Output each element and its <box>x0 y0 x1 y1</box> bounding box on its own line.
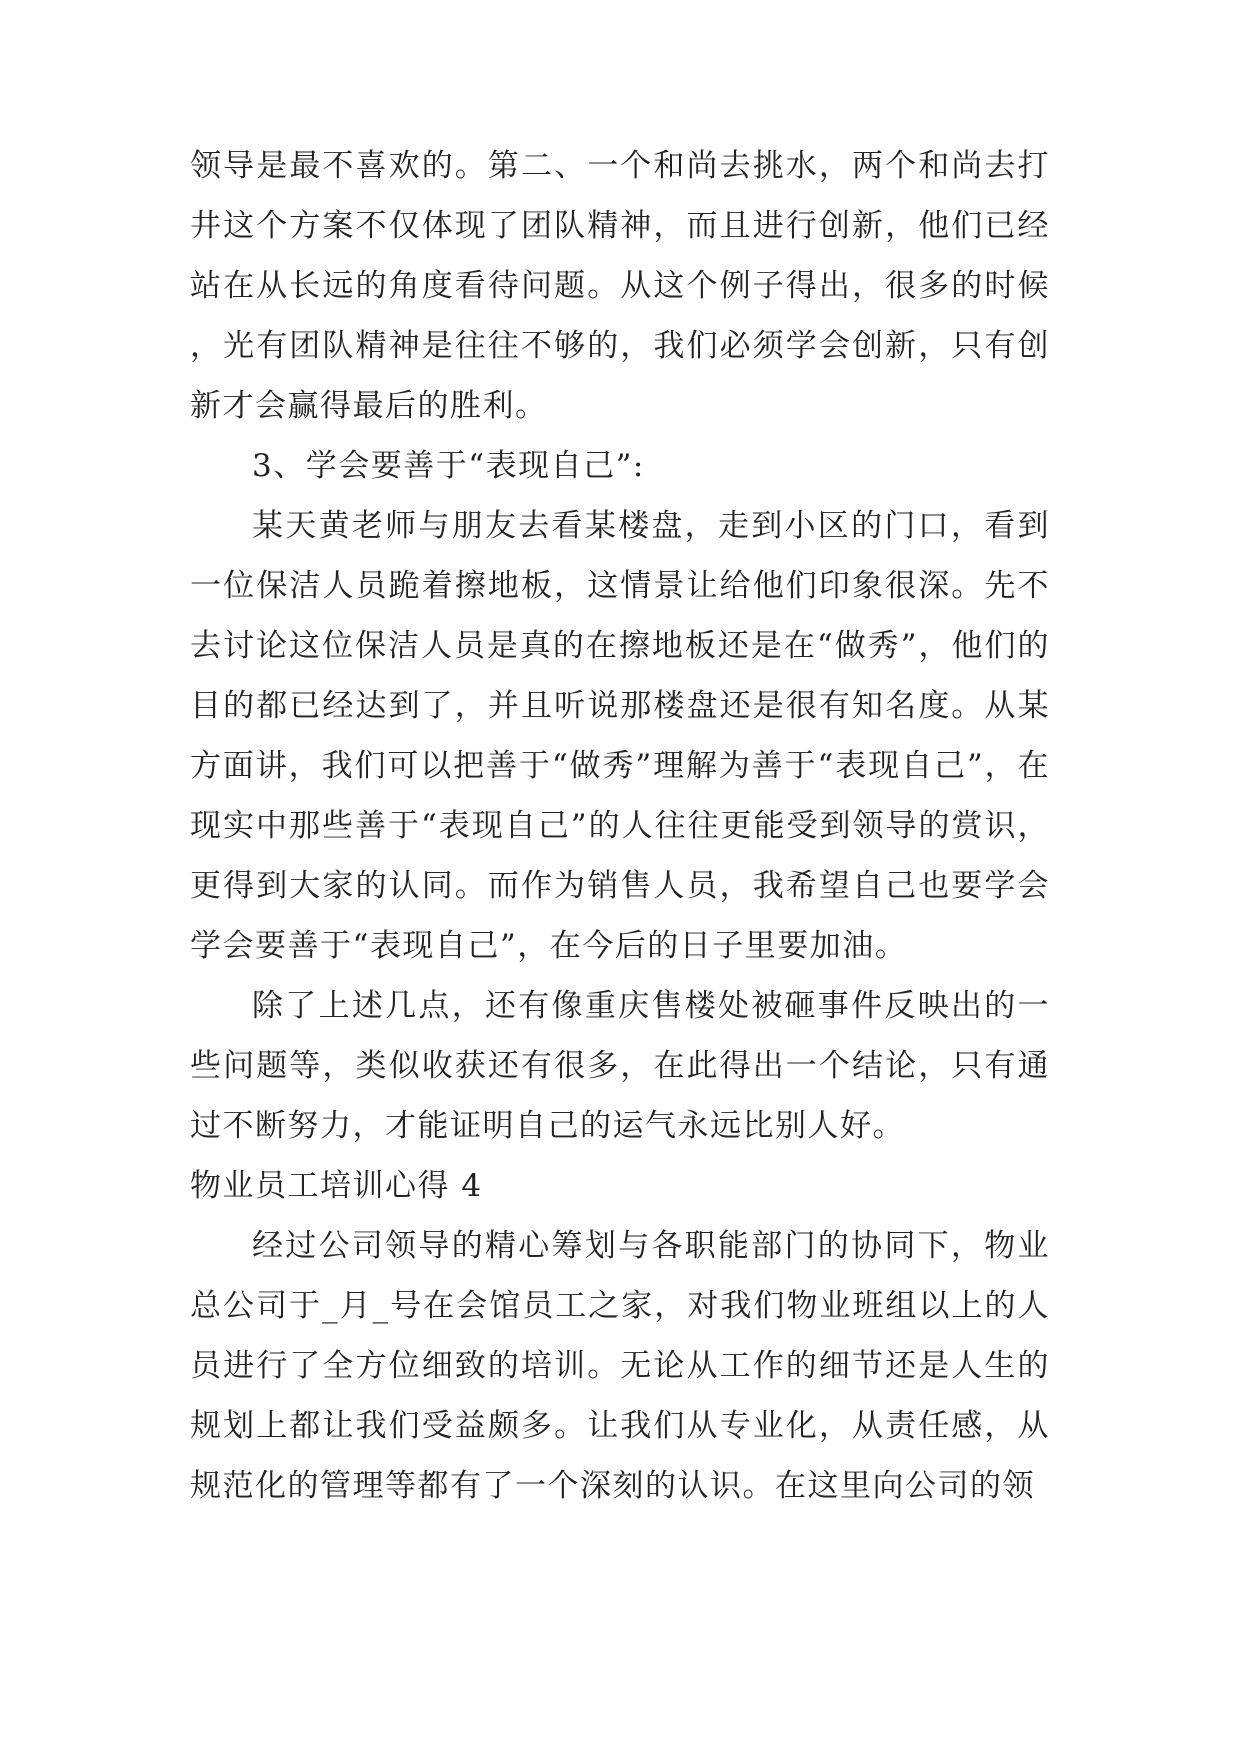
paragraph-show-yourself: 某天黄老师与朋友去看某楼盘，走到小区的门口，看到一位保洁人员跪着擦地板，这情景让给他们印象很深。先不去讨论这位保洁人员是真的在擦地板还是在“做秀”，他们的目的都已经达到了，并且听说那楼盘还是很有知名度。从某方面讲，我们可以把善于“做秀”理解为善于“表现自己”，在现实中那些善于“表现自己”的人往往更能受到领导的赏识，更得到大家的认同。而作为销售人员，我希望自己也要学会学会要善于“表现自己”，在今后的日子里要加油。 <box>190 508 1050 964</box>
section-title-training-4: 物业员工培训心得 4 <box>190 1168 483 1204</box>
point-3-heading: 3、学会要善于“表现自己”: <box>252 448 645 484</box>
paragraph-summary-conclusion: 除了上述几点，还有像重庆售楼处被砸事件反映出的一些问题等，类似收获还有很多，在此得出一个结论，只有通过不断努力，才能证明自己的运气永远比别人好。 <box>190 988 1050 1144</box>
paragraph-training-intro: 经过公司领导的精心筹划与各职能部门的协同下，物业总公司于_月_号在会馆员工之家，对我们物业班组以上的人员进行了全方位细致的培训。无论从工作的细节还是人生的规划上都让我们受益颇多。让我们从专业化，从责任感，从规范化的管理等都有了一个深刻的认识。在这里向公司的领 <box>190 1228 1050 1504</box>
document-body <box>190 136 1050 1516</box>
paragraph-team-spirit-conclusion: 领导是最不喜欢的。第二、一个和尚去挑水，两个和尚去打井这个方案不仅体现了团队精神，而且进行创新，他们已经站在从长远的角度看待问题。从这个例子得出，很多的时候，光有团队精神是往往不够的，我们必须学会创新，只有创新才会赢得最后的胜利。 <box>190 148 1050 424</box>
